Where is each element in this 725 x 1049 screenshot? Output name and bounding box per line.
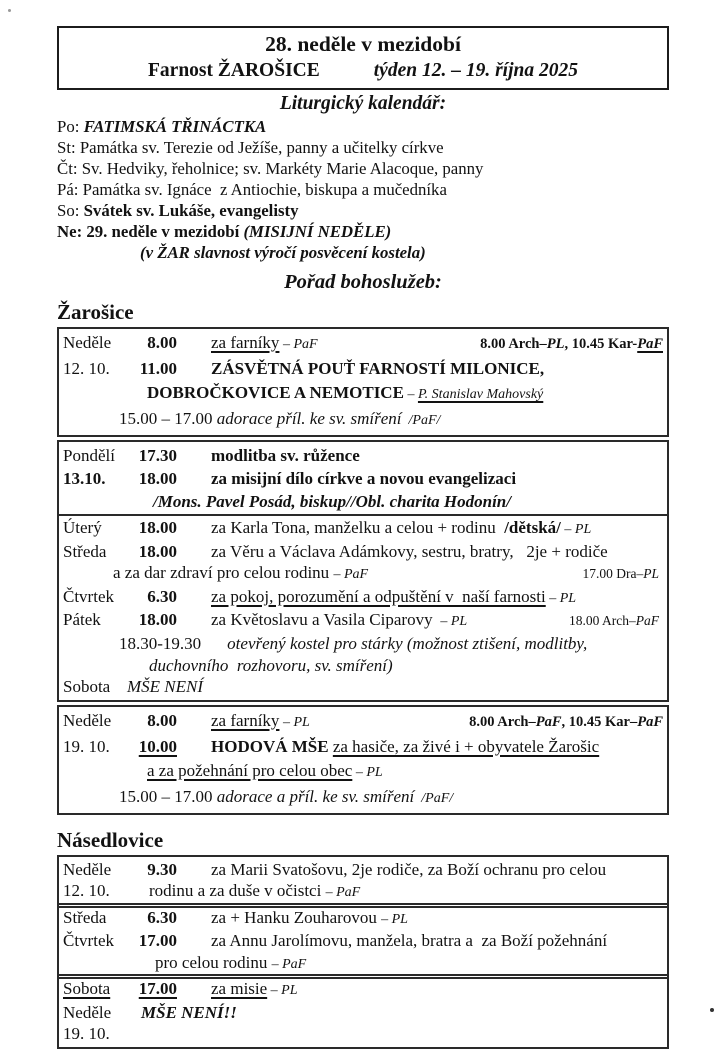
celebrant-tag: – PL	[279, 714, 310, 730]
celebrant-name: P. Stanislav Mahovský	[417, 387, 544, 402]
intention-text: za + Hanku Zouharovou	[211, 907, 382, 927]
calendar-entry-sunday	[57, 221, 669, 242]
schedule-row	[63, 444, 663, 467]
schedule-row	[63, 407, 663, 433]
event-text: adorace příl. ke sv. smíření	[216, 409, 402, 428]
parish-name: Farnost ŽAROŠICE	[148, 60, 320, 81]
note-part: , 10.45 Kar-	[564, 336, 638, 352]
day-cell: Neděle	[63, 859, 112, 879]
intention-text: a za dar zdraví pro celou rodinu	[113, 563, 334, 583]
schedule-row	[63, 1002, 663, 1024]
celebrant-tag: /PaF/	[414, 790, 454, 806]
day-label: Po:	[57, 117, 84, 136]
day-cell: Pondělí	[63, 446, 115, 465]
date-cell: 12. 10.	[63, 881, 110, 901]
day-cell: Sobota	[63, 979, 111, 999]
celebrant-tag: – PaF	[271, 956, 307, 972]
scan-artifact-dot	[8, 9, 11, 12]
schedule-row	[63, 952, 663, 976]
calendar-entry-saturday	[57, 200, 669, 221]
event-text: adorace a příl. ke sv. smíření	[216, 786, 415, 806]
celebrant-note: /Mons. Pavel Posád, biskup//Obl. charita Hodonín/	[153, 492, 511, 511]
intention-text: za Věru a Václava Adámkovy, sestru, bratry, 2je + rodiče	[211, 541, 608, 561]
time-range: 18.30-19.30	[119, 633, 202, 653]
date-cell: 12. 10.	[63, 359, 110, 378]
schedule-row	[63, 381, 663, 407]
day-cell: Neděle	[63, 1002, 112, 1022]
celebrant-tag: – PL	[560, 522, 592, 537]
schedule-heading: Pořad bohoslužeb:	[284, 271, 442, 293]
note-part: , 10.45 Kar–	[561, 713, 638, 730]
schedule-row	[63, 562, 663, 586]
day-cell: Čtvrtek	[63, 586, 114, 606]
time-cell: 18.00	[138, 469, 177, 488]
feast-text: Svátek sv. Lukáše, evangelisty	[83, 201, 299, 220]
box-separator	[59, 514, 667, 516]
celebrant-tag: /PaF/	[401, 413, 441, 428]
note-part: PaF	[637, 713, 663, 730]
schedule-box-zarosice-sunday-19	[57, 705, 669, 815]
celebrant-tag: – PaF	[333, 567, 369, 583]
schedule-box-zarosice-week	[57, 440, 669, 702]
day-cell: Neděle	[63, 333, 112, 352]
note-part: PL	[643, 566, 659, 582]
calendar-entry-thursday: Čt: Sv. Hedviky, řeholnice; sv. Markéty Marie Alacoque, panny	[57, 159, 484, 178]
celebrant-tag: – PL	[381, 911, 408, 927]
other-masses-note	[469, 710, 663, 734]
day-cell: Sobota	[63, 677, 111, 697]
note-part: PaF	[637, 336, 663, 352]
other-masses-note	[582, 563, 663, 585]
header-box	[57, 26, 669, 90]
day-cell: Úterý	[63, 518, 102, 537]
liturgical-calendar-heading: Liturgický kalendář:	[279, 93, 447, 114]
mass-type: HODOVÁ MŠE	[211, 736, 333, 756]
schedule-row	[63, 880, 663, 904]
schedule-row	[63, 930, 663, 952]
schedule-row	[63, 655, 663, 677]
celebrant-tag: – PL	[352, 764, 383, 780]
day-label: Ne:	[57, 222, 87, 241]
time-cell: 10.00	[138, 736, 177, 756]
other-masses-note	[569, 610, 663, 632]
time-cell: 6.30	[147, 907, 177, 927]
header-subtitle	[63, 58, 663, 83]
intention-text: za hasiče, za živé i + obyvatele Žarošic	[332, 736, 600, 756]
schedule-box-zarosice-sunday-12	[57, 327, 669, 437]
schedule-row	[63, 357, 663, 381]
celebrant-tag: – PL	[545, 590, 577, 606]
intention-text: za Annu Jarolímovu, manžela, bratra a za Boží požehnání	[211, 931, 608, 951]
time-cell: 17.00	[138, 979, 177, 999]
week-range: týden 12. – 19. října 2025	[373, 60, 578, 81]
note-part: 8.00 Arch–	[480, 336, 547, 352]
scan-artifact-dot	[710, 1008, 714, 1012]
intention-text: pro celou rodinu	[155, 952, 272, 972]
schedule-box-nasedlovice-sunday-12	[57, 855, 669, 908]
schedule-row	[63, 517, 663, 541]
calendar-sunday-note: (v ŽAR slavnost výročí posvěcení kostela)	[140, 243, 426, 262]
parish-bulletin-page	[57, 26, 669, 1049]
event-text: modlitba sv. růžence	[211, 446, 360, 465]
day-cell: Středa	[63, 541, 107, 561]
intention-text: za farníky	[211, 710, 280, 730]
schedule-row	[63, 586, 663, 610]
time-range: 15.00 – 17.00	[119, 786, 217, 806]
dash: –	[403, 387, 418, 402]
section-nasedlovice	[57, 827, 669, 1049]
time-cell: 18.00	[138, 518, 177, 537]
note-part: 8.00 Arch–	[469, 713, 536, 730]
schedule-row	[63, 907, 663, 931]
note-part: PaF	[535, 713, 562, 730]
date-cell: 13.10.	[63, 469, 106, 488]
time-cell: 9.30	[147, 859, 177, 879]
day-label: So:	[57, 201, 84, 220]
schedule-row	[63, 735, 663, 759]
schedule-row	[63, 676, 663, 698]
page-title: 28. neděle v mezidobí	[265, 32, 461, 56]
celebrant-tag: – PaF	[279, 337, 318, 352]
schedule-row	[63, 859, 663, 881]
calendar-entry-wednesday: St: Památka sv. Terezie od Ježíše, panny a učitelky církve	[57, 138, 444, 157]
schedule-row	[63, 467, 663, 490]
mass-type: /dětská/	[504, 518, 561, 537]
place-heading-zarosice: Žarošice	[57, 300, 134, 324]
time-cell: 18.00	[138, 610, 177, 630]
day-cell: Pátek	[63, 610, 101, 630]
schedule-row	[63, 490, 663, 513]
schedule-row	[63, 541, 663, 563]
event-text: ZÁSVĚTNÁ POUŤ FARNOSTÍ MILONICE,	[211, 359, 545, 378]
intention-text: a za požehnání pro celou obec	[147, 760, 353, 780]
schedule-row	[63, 785, 663, 811]
note-part: PaF	[635, 613, 659, 629]
schedule-row	[63, 609, 663, 633]
time-range: 15.00 – 17.00	[119, 409, 217, 428]
calendar-entry-monday	[57, 116, 669, 137]
intention-text: rodinu a za duše v očistci	[149, 881, 326, 901]
date-cell: 19. 10.	[63, 1024, 110, 1044]
intention-text: za pokoj, porozumění a odpuštění v naší farnosti	[211, 586, 546, 606]
celebrant-tag: – PaF	[325, 885, 361, 901]
place-heading-nasedlovice: Násedlovice	[57, 827, 164, 852]
time-cell: 8.00	[147, 333, 177, 352]
time-cell: 18.00	[138, 541, 177, 561]
schedule-row	[63, 759, 663, 785]
schedule-row	[63, 633, 663, 655]
date-cell: 19. 10.	[63, 736, 110, 756]
feast-text: 29. neděle v mezidobí	[86, 222, 244, 241]
schedule-row	[63, 331, 663, 357]
calendar-entry-friday: Pá: Památka sv. Ignáce z Antiochie, biskupa a mučedníka	[57, 180, 447, 199]
day-cell: Středa	[63, 907, 107, 927]
note-part: 17.00 Dra–	[582, 566, 644, 582]
day-cell: Neděle	[63, 710, 112, 730]
schedule-box-nasedlovice-week	[57, 903, 669, 980]
note-part: PL	[546, 336, 565, 352]
schedule-box-nasedlovice-weekend-19	[57, 974, 669, 1049]
note-part: 18.00 Arch–	[569, 613, 636, 629]
schedule-row	[63, 978, 663, 1002]
time-cell: 8.00	[147, 710, 177, 730]
intention-text: za misijní dílo církve a novou evangelizaci	[211, 469, 517, 488]
time-cell: 17.30	[138, 446, 177, 465]
intention-text: za Marii Svatošovu, 2je rodiče, za Boží ochranu pro celou	[211, 859, 607, 879]
schedule-row	[63, 1023, 663, 1045]
intention-text: za Karla Tona, manželku a celou + rodinu	[211, 518, 505, 537]
no-mass-note: MŠE NENÍ!!	[141, 1002, 237, 1022]
time-cell: 11.00	[139, 359, 177, 378]
event-text: duchovního rozhovoru, sv. smíření)	[149, 655, 393, 675]
feast-text: FATIMSKÁ TŘINÁCTKA	[83, 117, 267, 136]
no-mass-note: MŠE NENÍ	[127, 677, 204, 697]
intention-text: za Květoslavu a Vasila Ciparovy	[211, 610, 437, 630]
intention-text: za farníky	[211, 333, 280, 352]
celebrant-tag: – PL	[267, 983, 298, 999]
event-text: otevřený kostel pro stárky (možnost ztišení, modlitby,	[227, 633, 588, 653]
time-cell: 6.30	[147, 586, 177, 606]
celebrant-tag: – PL	[436, 614, 468, 630]
event-text: DOBROČKOVICE A NEMOTICE	[147, 383, 404, 402]
intention-text: za misie	[211, 979, 268, 999]
schedule-row	[63, 709, 663, 735]
day-cell: Čtvrtek	[63, 931, 114, 951]
other-masses-note	[480, 332, 663, 356]
time-cell: 17.00	[138, 931, 177, 951]
feast-note: (MISIJNÍ NEDĚLE)	[243, 222, 392, 241]
